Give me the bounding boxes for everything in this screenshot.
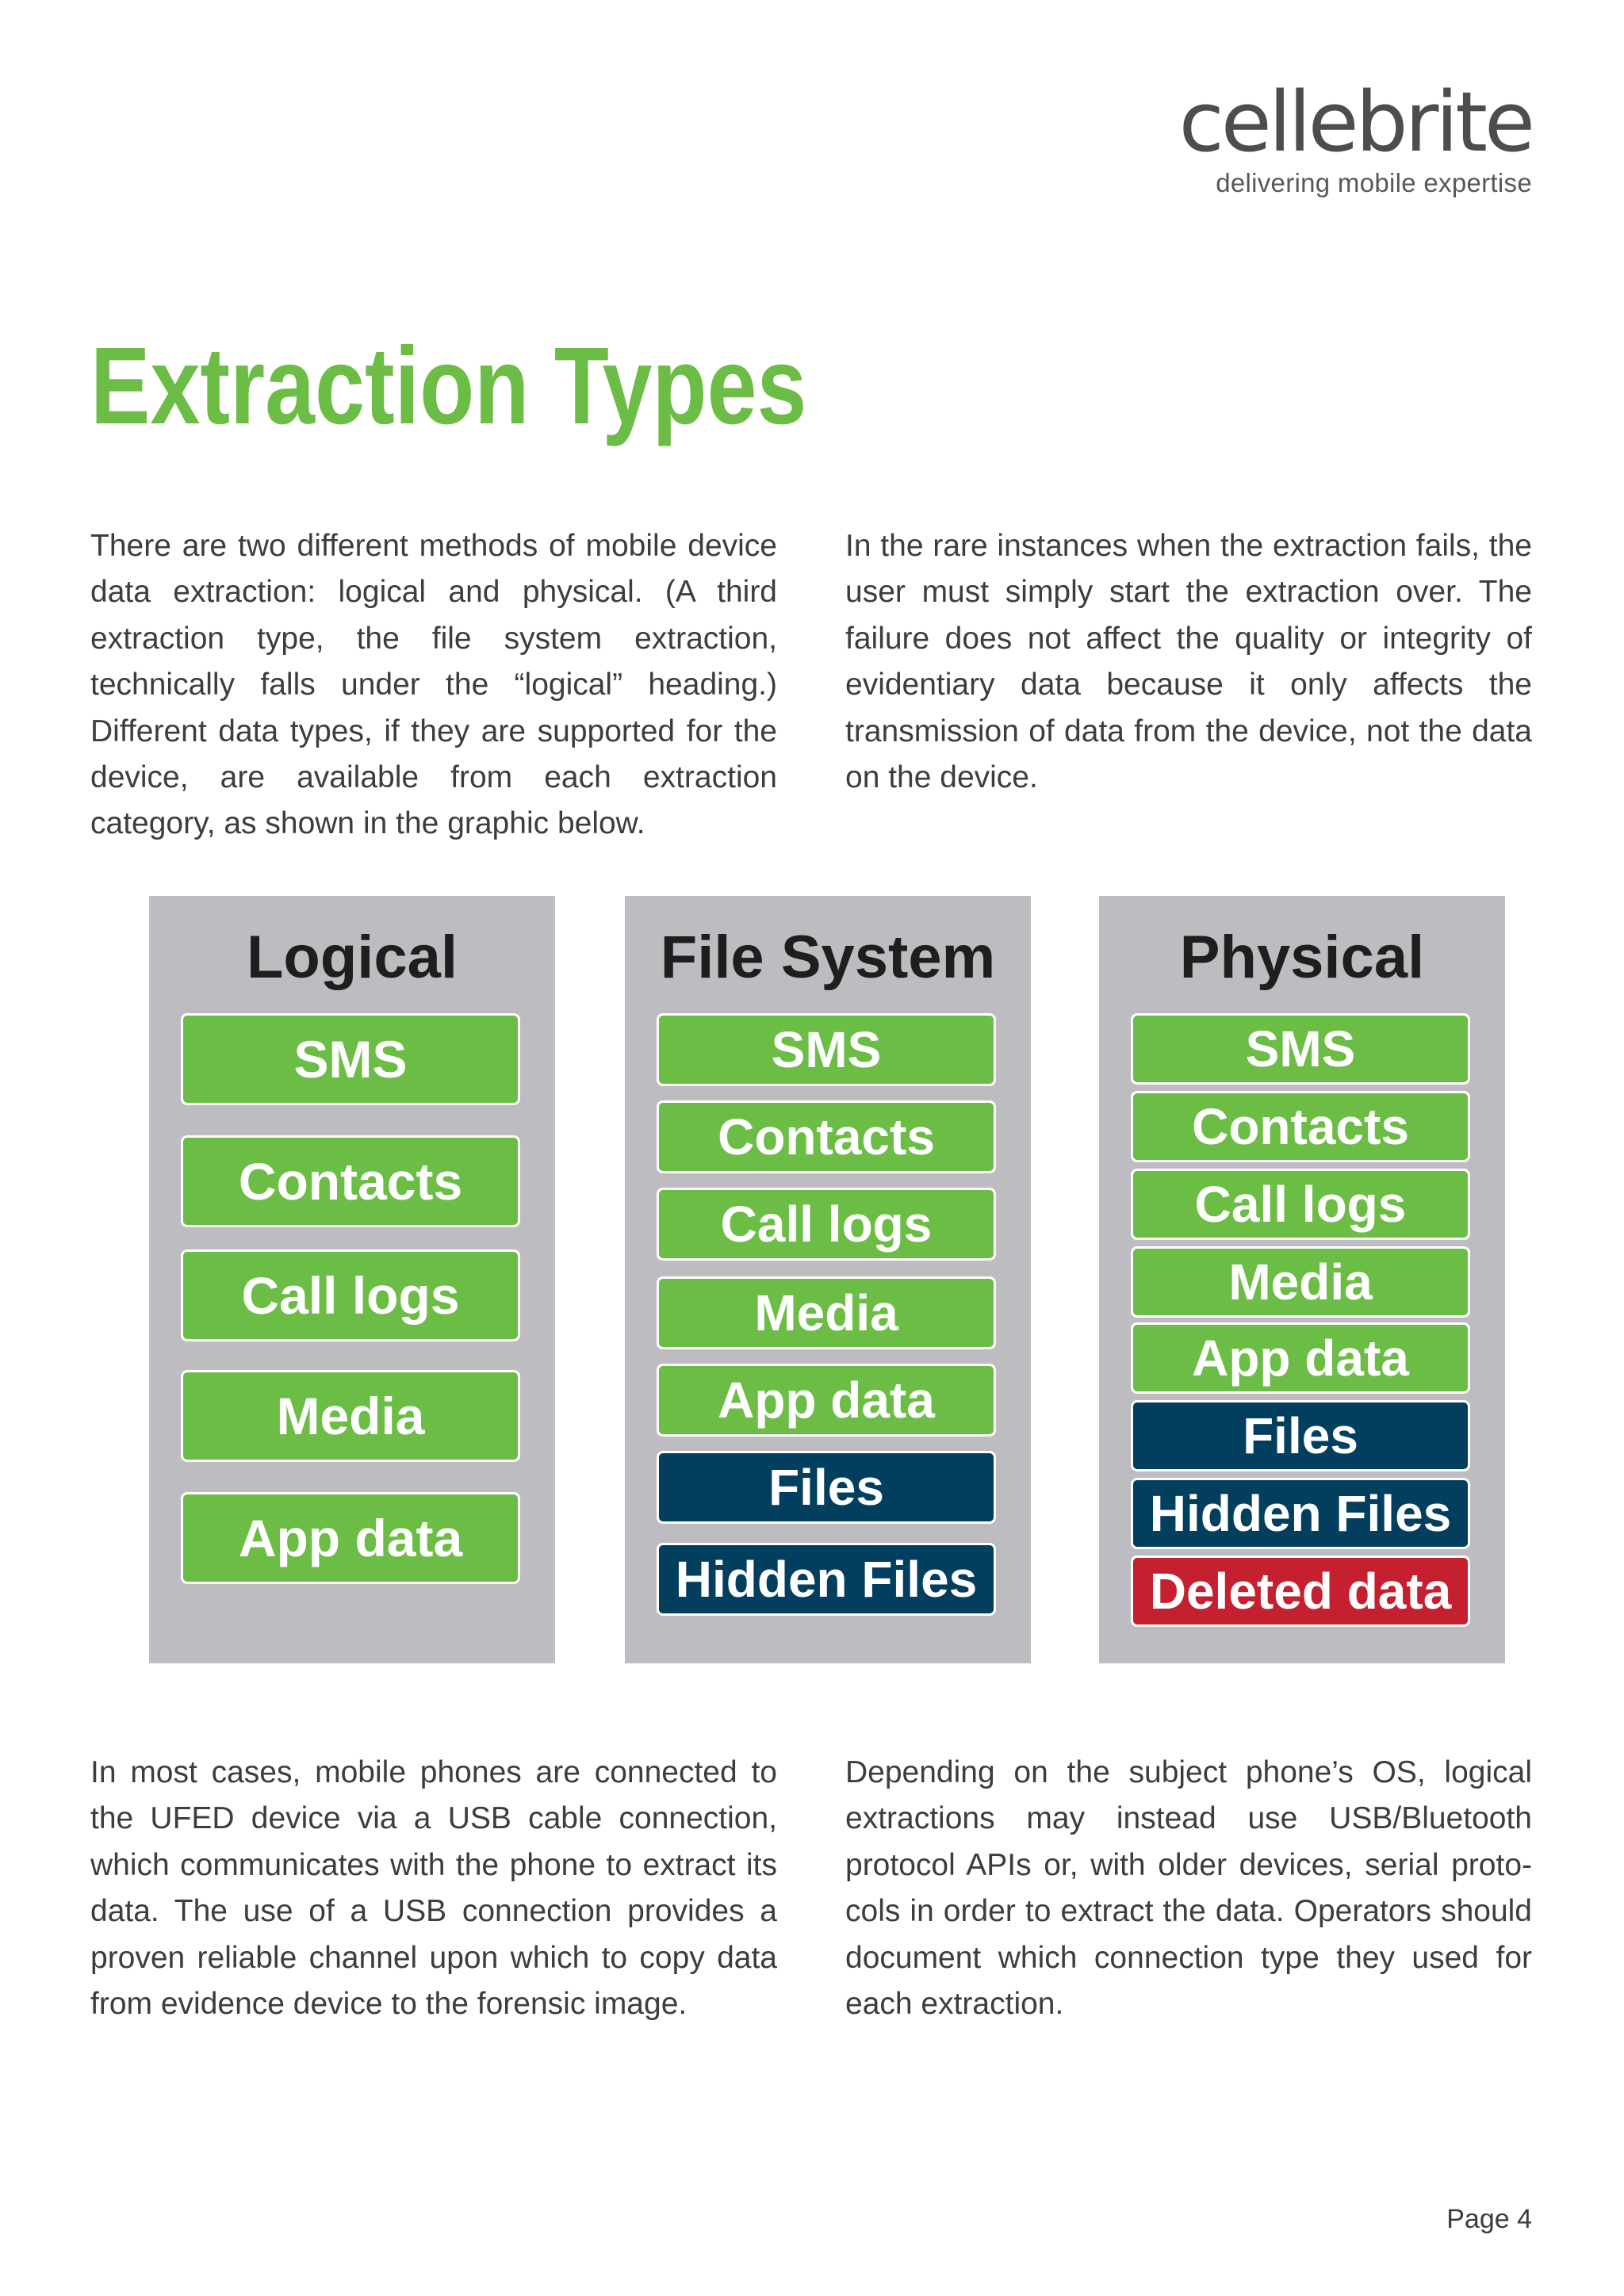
- file-system-item-call-logs: Call logs: [657, 1188, 996, 1261]
- physical-item-contacts: Contacts: [1131, 1091, 1470, 1162]
- physical-column: [1099, 896, 1505, 1663]
- body-paragraph-right: Depending on the subject phone’s OS, logical extractions may instead use USB/Bluetooth protocol APIs or, with older devices, serial proto-cols in order to extract the data. Operators should document which connection type they used for each extraction.: [845, 1755, 1532, 2022]
- logical-heading: Logical: [246, 924, 458, 991]
- intro-paragraph-right: In the rare instances when the extraction fails, the user must simply start the extraction over. The failure does not affect the quality or integrity of evidentiary data because it only affects the transmission of data from the device, not the data on the device.: [845, 529, 1532, 795]
- file-system-column: [625, 896, 1031, 1663]
- physical-item-deleted-data: Deleted data: [1131, 1556, 1470, 1627]
- logical-column: [149, 896, 555, 1663]
- physical-item-app-data: App data: [1131, 1322, 1470, 1394]
- logo-tagline: delivering mobile expertise: [1216, 168, 1532, 197]
- cellebrite-logo: [1178, 74, 1532, 198]
- file-system-item-sms: SMS: [657, 1013, 996, 1086]
- logical-item-app-data: App data: [181, 1492, 520, 1584]
- file-system-item-contacts: Contacts: [657, 1100, 996, 1173]
- intro-paragraph-left: There are two different methods of mobile device data extraction: logical and physical. (A third extraction type, the file system extraction, technically falls under the “logical” heading.) Different data types, if they are supported for the device, are available from each extraction category, as shown in the graphic below.: [90, 529, 777, 841]
- file-system-item-hidden-files: Hidden Files: [657, 1543, 996, 1616]
- page-title: Extraction Types: [90, 325, 807, 447]
- logical-item-sms: SMS: [181, 1013, 520, 1105]
- physical-item-media: Media: [1131, 1246, 1470, 1318]
- physical-item-hidden-files: Hidden Files: [1131, 1478, 1470, 1549]
- file-system-item-media: Media: [657, 1276, 996, 1349]
- file-system-item-files: Files: [657, 1451, 996, 1524]
- file-system-item-app-data: App data: [657, 1364, 996, 1437]
- body-paragraph-left: In most cases, mobile phones are connected to the UFED device via a USB cable connection, which communicates with the phone to extract its data. The use of a USB connection provides a proven reliable channel upon which to copy data from evidence device to the forensic image.: [90, 1755, 777, 2022]
- page-number: Page 4: [1446, 2204, 1532, 2234]
- physical-item-files: Files: [1131, 1400, 1470, 1471]
- logo-wordmark: cellebrite: [1178, 74, 1532, 170]
- physical-heading: Physical: [1179, 924, 1425, 991]
- physical-item-sms: SMS: [1131, 1013, 1470, 1085]
- logical-item-contacts: Contacts: [181, 1135, 520, 1227]
- logical-item-media: Media: [181, 1370, 520, 1462]
- logical-item-call-logs: Call logs: [181, 1249, 520, 1341]
- physical-item-call-logs: Call logs: [1131, 1169, 1470, 1240]
- file-system-heading: File System: [660, 924, 996, 991]
